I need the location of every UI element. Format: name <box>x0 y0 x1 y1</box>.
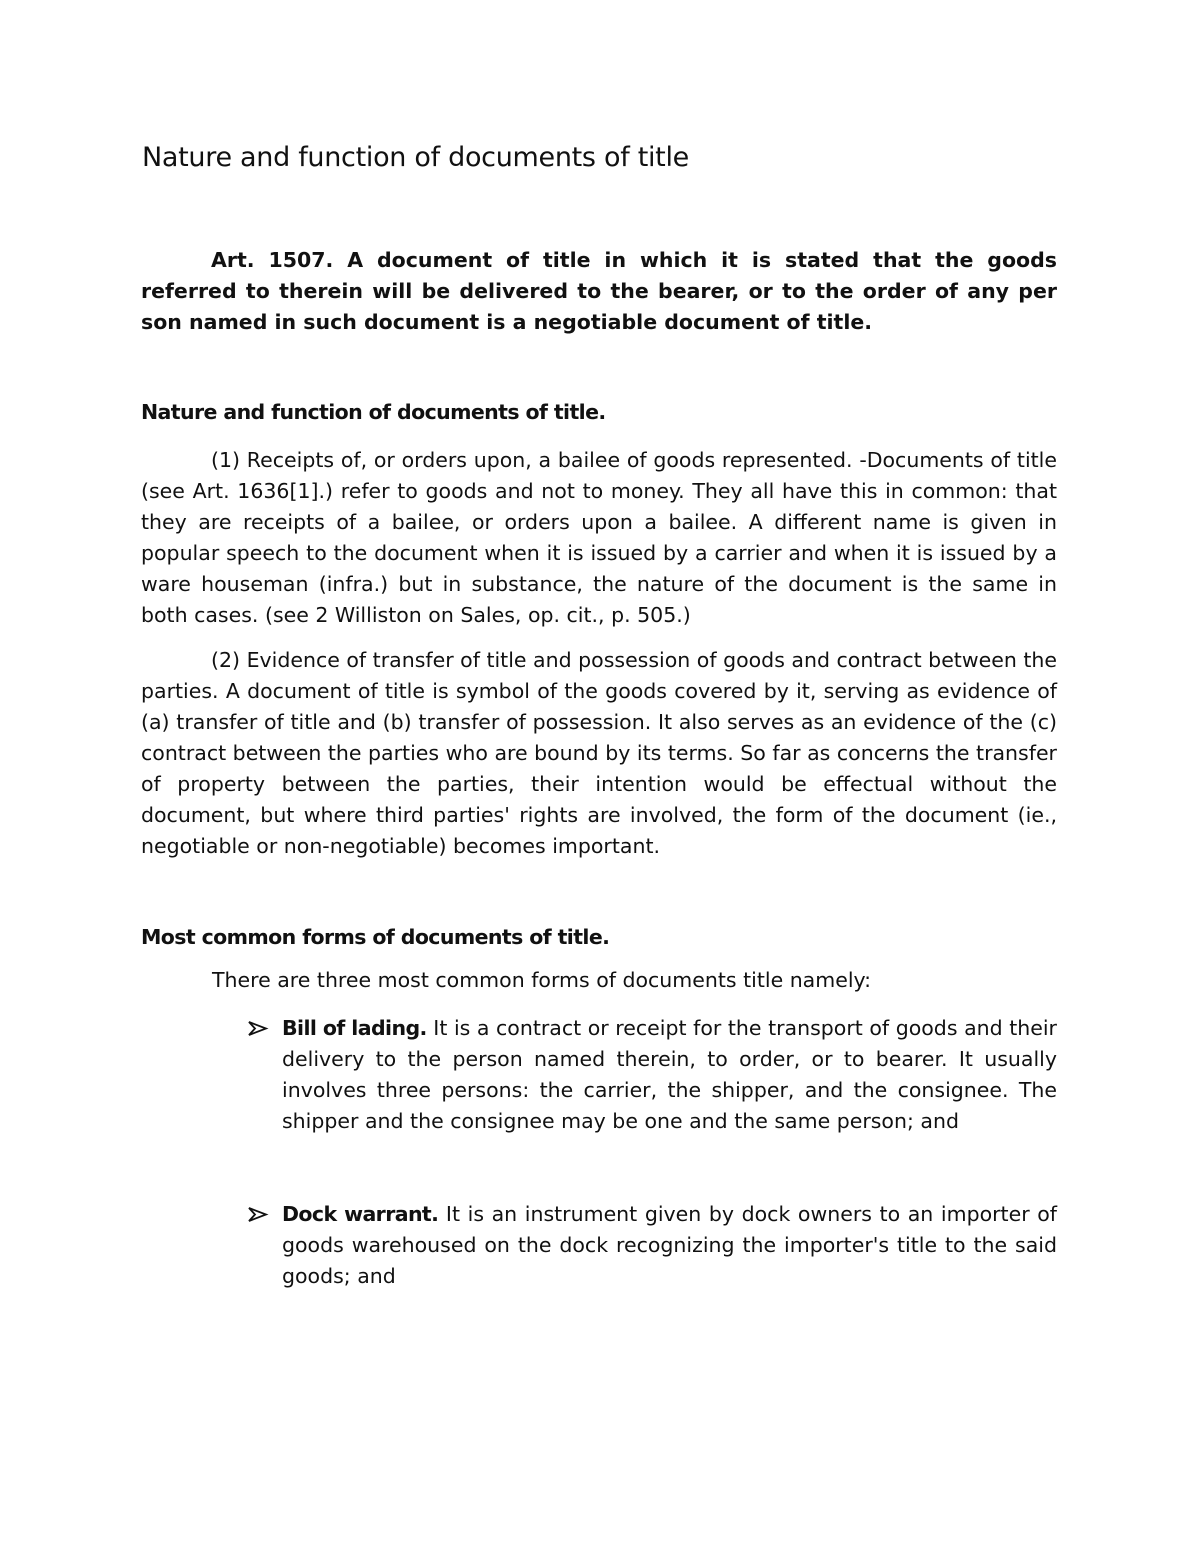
section-heading-forms: Most common forms of documents of title. <box>141 925 610 949</box>
paragraph-evidence: (2) Evidence of transfer of title and possession of goods and contract between the parties. A document of title is symbol of the goods covered by it, serving as evidence of (a) transfer of title and (b) transfer of possession. It also serves as an evidence of the (c) contract between the parties who are bound by its terms. So far as concerns the transfer of property between the parties, their intention would be effectual without the document, but where third parties' rights are involved, the form of the document (ie., negotiable or non-negotiable) becomes important. <box>141 648 1057 858</box>
list-item-dock-warrant <box>246 1199 1057 1292</box>
forms-intro: There are three most common forms of documents title namely: <box>212 968 872 992</box>
bullet-description: It is an instrument given by dock owners to an importer of goods warehoused on the dock recognizing the importer's title to the said goods; and <box>282 1202 1057 1288</box>
bullet-text <box>282 1013 1057 1137</box>
page-title: Nature and function of documents of title <box>142 142 689 173</box>
arrow-bullet-icon <box>246 1013 270 1044</box>
article-paragraph: Art. 1507. A document of title in which it is stated that the goods referred to therein will be delivered to the bearer, or to the order of any per son named in such document is a negotiable document of title. <box>141 248 1057 334</box>
bullet-term: Bill of lading. <box>282 1016 427 1040</box>
bullet-description: It is a contract or receipt for the transport of goods and their delivery to the person named therein, to order, or to bearer. It usually involves three persons: the carrier, the shipper, and the consignee. The shipper and the consignee may be one and the same person; and <box>282 1016 1057 1133</box>
list-item-bill-of-lading <box>246 1013 1057 1137</box>
arrow-bullet-icon <box>246 1199 270 1230</box>
paragraph-receipts: (1) Receipts of, or orders upon, a bailee of goods represented. -Documents of title (see Art. 1636[1].) refer to goods and not to money. They all have this in common: that they are receipts of a bailee, or orders upon a bailee. A different name is given in popular speech to the document when it is issued by a carrier and when it is issued by a ware houseman (infra.) but in substance, the nature of the document is the same in both cases. (see 2 Williston on Sales, op. cit., p. 505.) <box>141 448 1057 627</box>
bullet-term: Dock warrant. <box>282 1202 439 1226</box>
section-heading-nature: Nature and function of documents of title. <box>141 400 606 424</box>
bullet-text <box>282 1199 1057 1292</box>
